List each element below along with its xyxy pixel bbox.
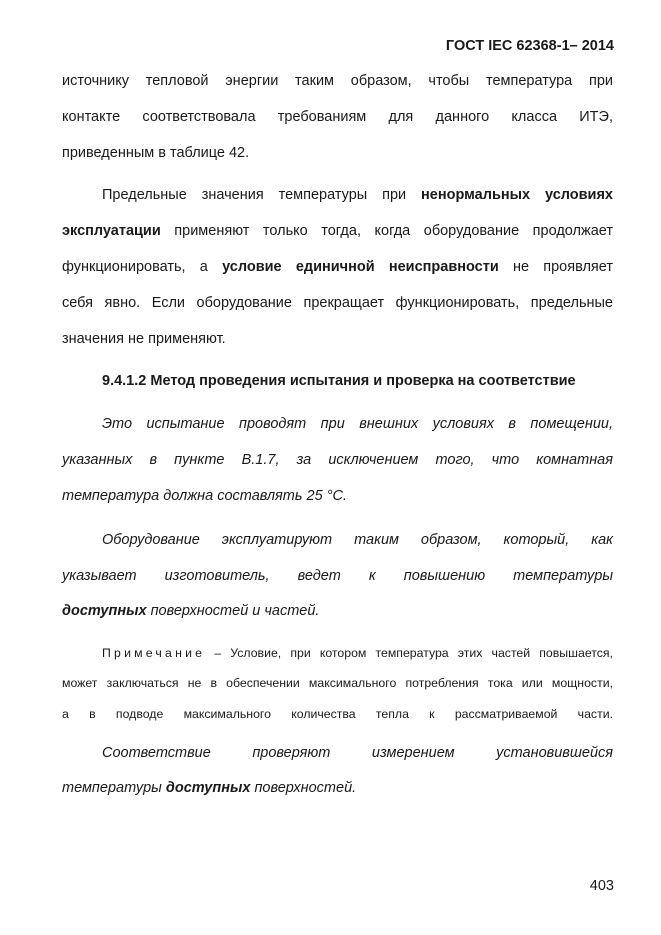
text-line: Это испытание проводят при внешних условиях в помещении, (102, 416, 613, 432)
text-line: значения не применяют. (62, 331, 226, 347)
text-line: указанных в пункте В.1.7, за исключением того, что комнатная (62, 452, 613, 468)
defined-term: доступных (165, 780, 251, 796)
text-line (102, 187, 613, 203)
note-label: Примечание (102, 646, 206, 660)
text-span: температуры (62, 780, 166, 796)
section-heading: 9.4.1.2 Метод проведения испытания и проверка на соответствие (102, 373, 576, 389)
text-line: Оборудование эксплуатируют таким образом, который, как (102, 532, 613, 548)
text-line: Соответствие проверяют измерением установившейся (102, 745, 613, 761)
text-line (62, 780, 613, 796)
text-line (62, 223, 613, 239)
text-line: себя явно. Если оборудование прекращает функционировать, предельные (62, 295, 613, 311)
note-line: может заключаться не в обеспечении максимального потребления тока или мощности, (62, 676, 613, 690)
defined-term: ненормальных условиях (421, 187, 613, 203)
text-span: поверхностей. (250, 780, 357, 796)
text-span: Предельные значения температуры при (102, 187, 422, 203)
text-line: источнику тепловой энергии таким образом, чтобы температура при (62, 73, 613, 89)
defined-term: доступных (62, 603, 147, 619)
text-span: применяют только тогда, когда оборудование продолжает (160, 223, 613, 239)
text-line: указывает изготовитель, ведет к повышению температуры (62, 568, 613, 584)
text-span: функционировать, а (62, 259, 223, 275)
text-span: – Условие, при котором температура этих частей повышается, (205, 646, 613, 660)
note-line: а в подводе максимального количества тепла к рассматриваемой части. (62, 707, 613, 721)
defined-term: условие единичной неисправности (222, 259, 499, 275)
page-number: 403 (589, 878, 614, 894)
text-line (62, 603, 613, 619)
defined-term: эксплуатации (62, 223, 161, 239)
text-line (62, 259, 613, 275)
text-line: контакте соответствовала требованиям для данного класса ИТЭ, (62, 109, 613, 125)
note-line (102, 646, 613, 660)
text-span: не проявляет (498, 259, 613, 275)
text-line: приведенным в таблице 42. (62, 145, 250, 161)
text-line: температура должна составлять 25 °С. (62, 488, 347, 504)
text-span: поверхностей и частей. (146, 603, 320, 619)
document-standard-header: ГОСТ IEC 62368-1– 2014 (445, 38, 614, 54)
